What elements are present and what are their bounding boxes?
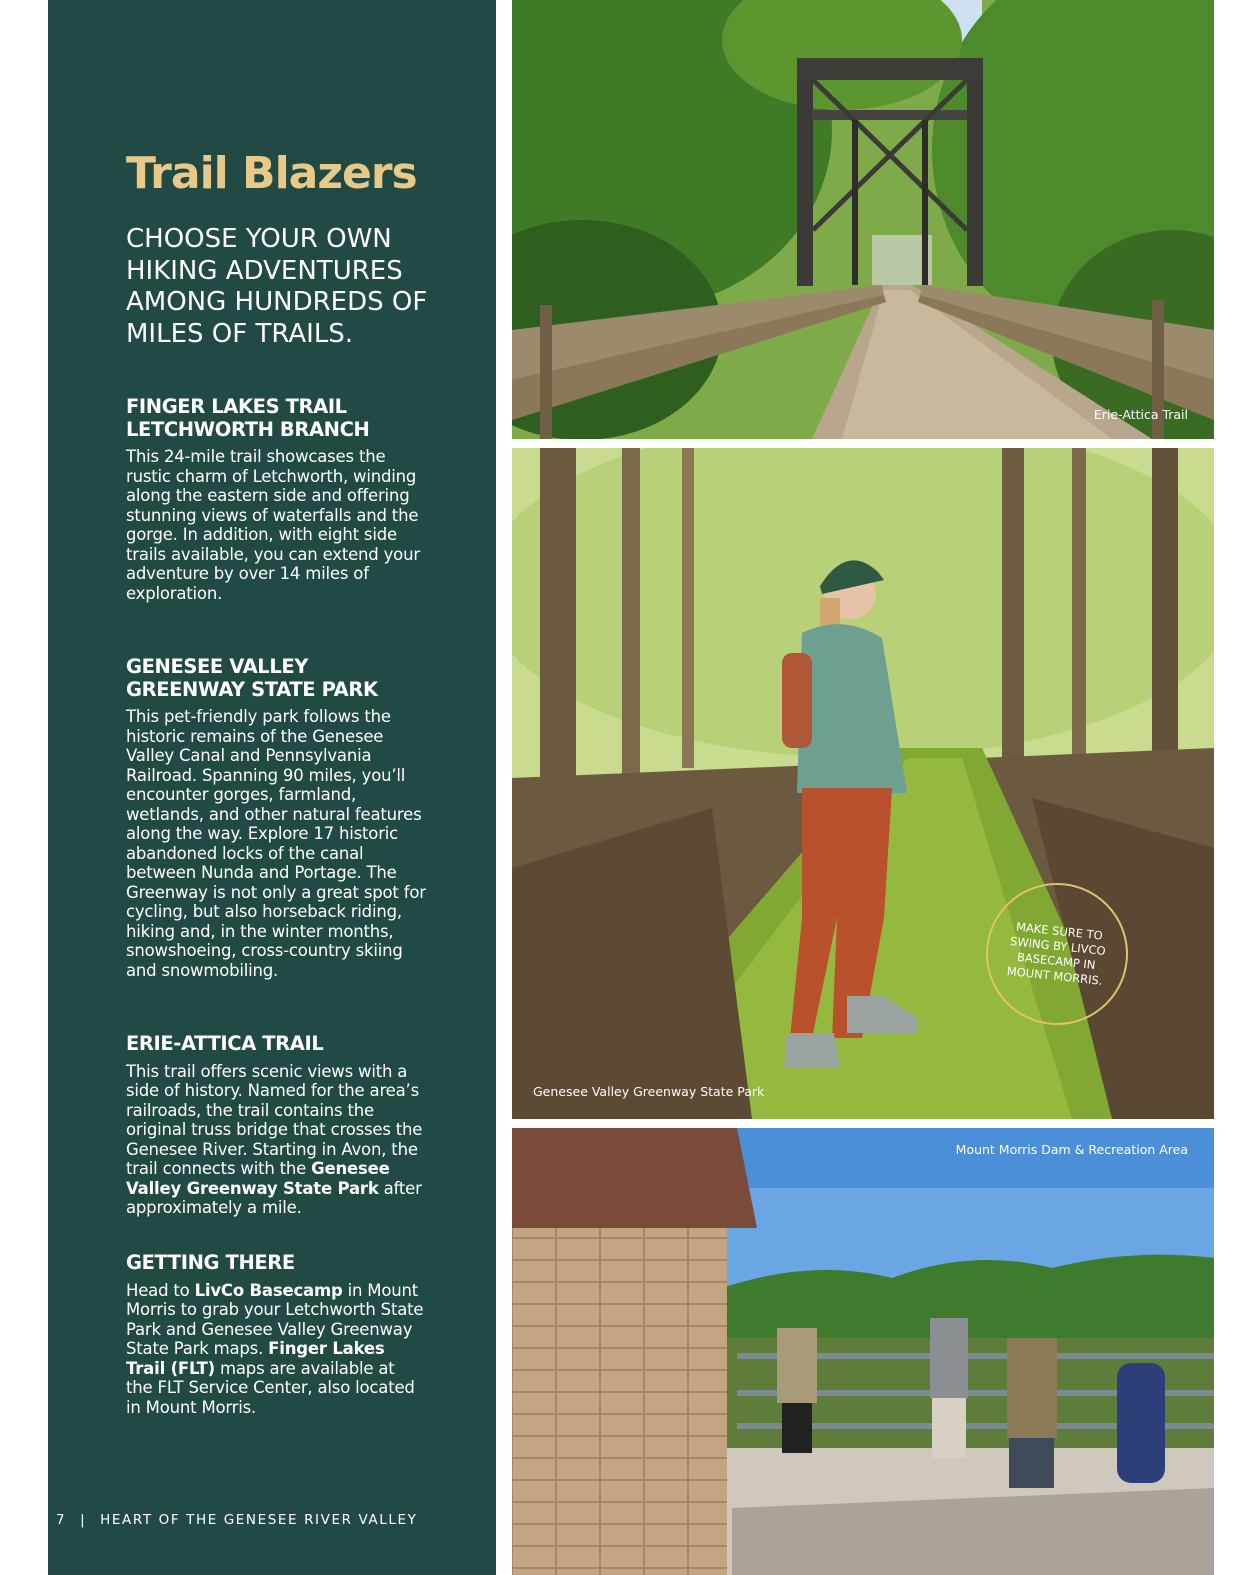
publication-name: HEART OF THE GENESEE RIVER VALLEY (100, 1512, 418, 1528)
text-panel (48, 0, 496, 1575)
page-number: 7 (56, 1512, 67, 1528)
bridge-illustration (512, 0, 1214, 439)
section-finger-lakes-trail (126, 396, 426, 603)
section-erie-attica-trail (126, 1033, 426, 1218)
section-heading: GETTING THERE (126, 1251, 295, 1274)
hiker-caption: Genesee Valley Greenway State Park (533, 1084, 765, 1099)
livco-basecamp-bold: LivCo Basecamp (194, 1280, 343, 1300)
section-body: This pet-friendly park follows the historic remains of the Genesee Valley Canal and Pennsylvania Railroad. Spanning 90 miles, you’ll encounter gorges, farmland, wetlands, and other natural features along the way. Explore 17 historic abandoned locks of the canal between Nunda and Portage. The Greenway is not only a great spot for cycling, but also horseback riding, hiking and, in the winter months, snowshoeing, cross-country skiing and snowmobiling. (126, 707, 426, 980)
dam-illustration (512, 1128, 1214, 1575)
bridge-caption: Erie-Attica Trail (1093, 407, 1188, 422)
badge-text: MAKE SURE TO SWING BY LIVCO BASECAMP IN MOUNT MORRIS. (1006, 919, 1107, 988)
greenway-bold-link: Genesee Valley Greenway State Park (126, 1159, 390, 1198)
page-title: Trail Blazers (126, 148, 417, 199)
page-subtitle: CHOOSE YOUR OWN HIKING ADVENTURES AMONG HUNDREDS OF MILES OF TRAILS. (126, 224, 428, 349)
flt-bold: Finger Lakes Trail (FLT) (126, 1339, 385, 1378)
hiker-photo (512, 448, 1214, 1119)
section-getting-there (126, 1252, 426, 1417)
footer-separator: | (80, 1512, 87, 1528)
dam-photo (512, 1128, 1214, 1575)
section-heading: ERIE-ATTICA TRAIL (126, 1032, 324, 1055)
section-body: This 24-mile trail showcases the rustic charm of Letchworth, winding along the eastern side and offering stunning views of waterfalls and the gorge. In addition, with eight side trails available, you can extend your adventure by over 14 miles of exploration. (126, 447, 420, 603)
section-heading: FINGER LAKES TRAIL LETCHWORTH BRANCH (126, 395, 370, 441)
bridge-photo (512, 0, 1214, 439)
section-heading: GENESEE VALLEY GREENWAY STATE PARK (126, 655, 378, 701)
page-footer (56, 1512, 418, 1528)
section-body: This trail offers scenic views with a side of history. Named for the area’s railroads, the trail contains the original truss bridge that crosses the Genesee River. Starting in Avon, the trail connects with the Genesee Valley Greenway State Park after approximately a mile. (126, 1061, 423, 1217)
section-genesee-valley-greenway (126, 656, 426, 980)
dam-caption: Mount Morris Dam & Recreation Area (955, 1142, 1188, 1157)
section-body: Head to LivCo Basecamp in Mount Morris to grab your Letchworth State Park and Genesee Valley Greenway State Park maps. Finger Lakes Trail (FLT) maps are available at the FLT Service Center, also located in Mount Morris. (126, 1280, 424, 1417)
hiker-illustration (512, 448, 1214, 1119)
